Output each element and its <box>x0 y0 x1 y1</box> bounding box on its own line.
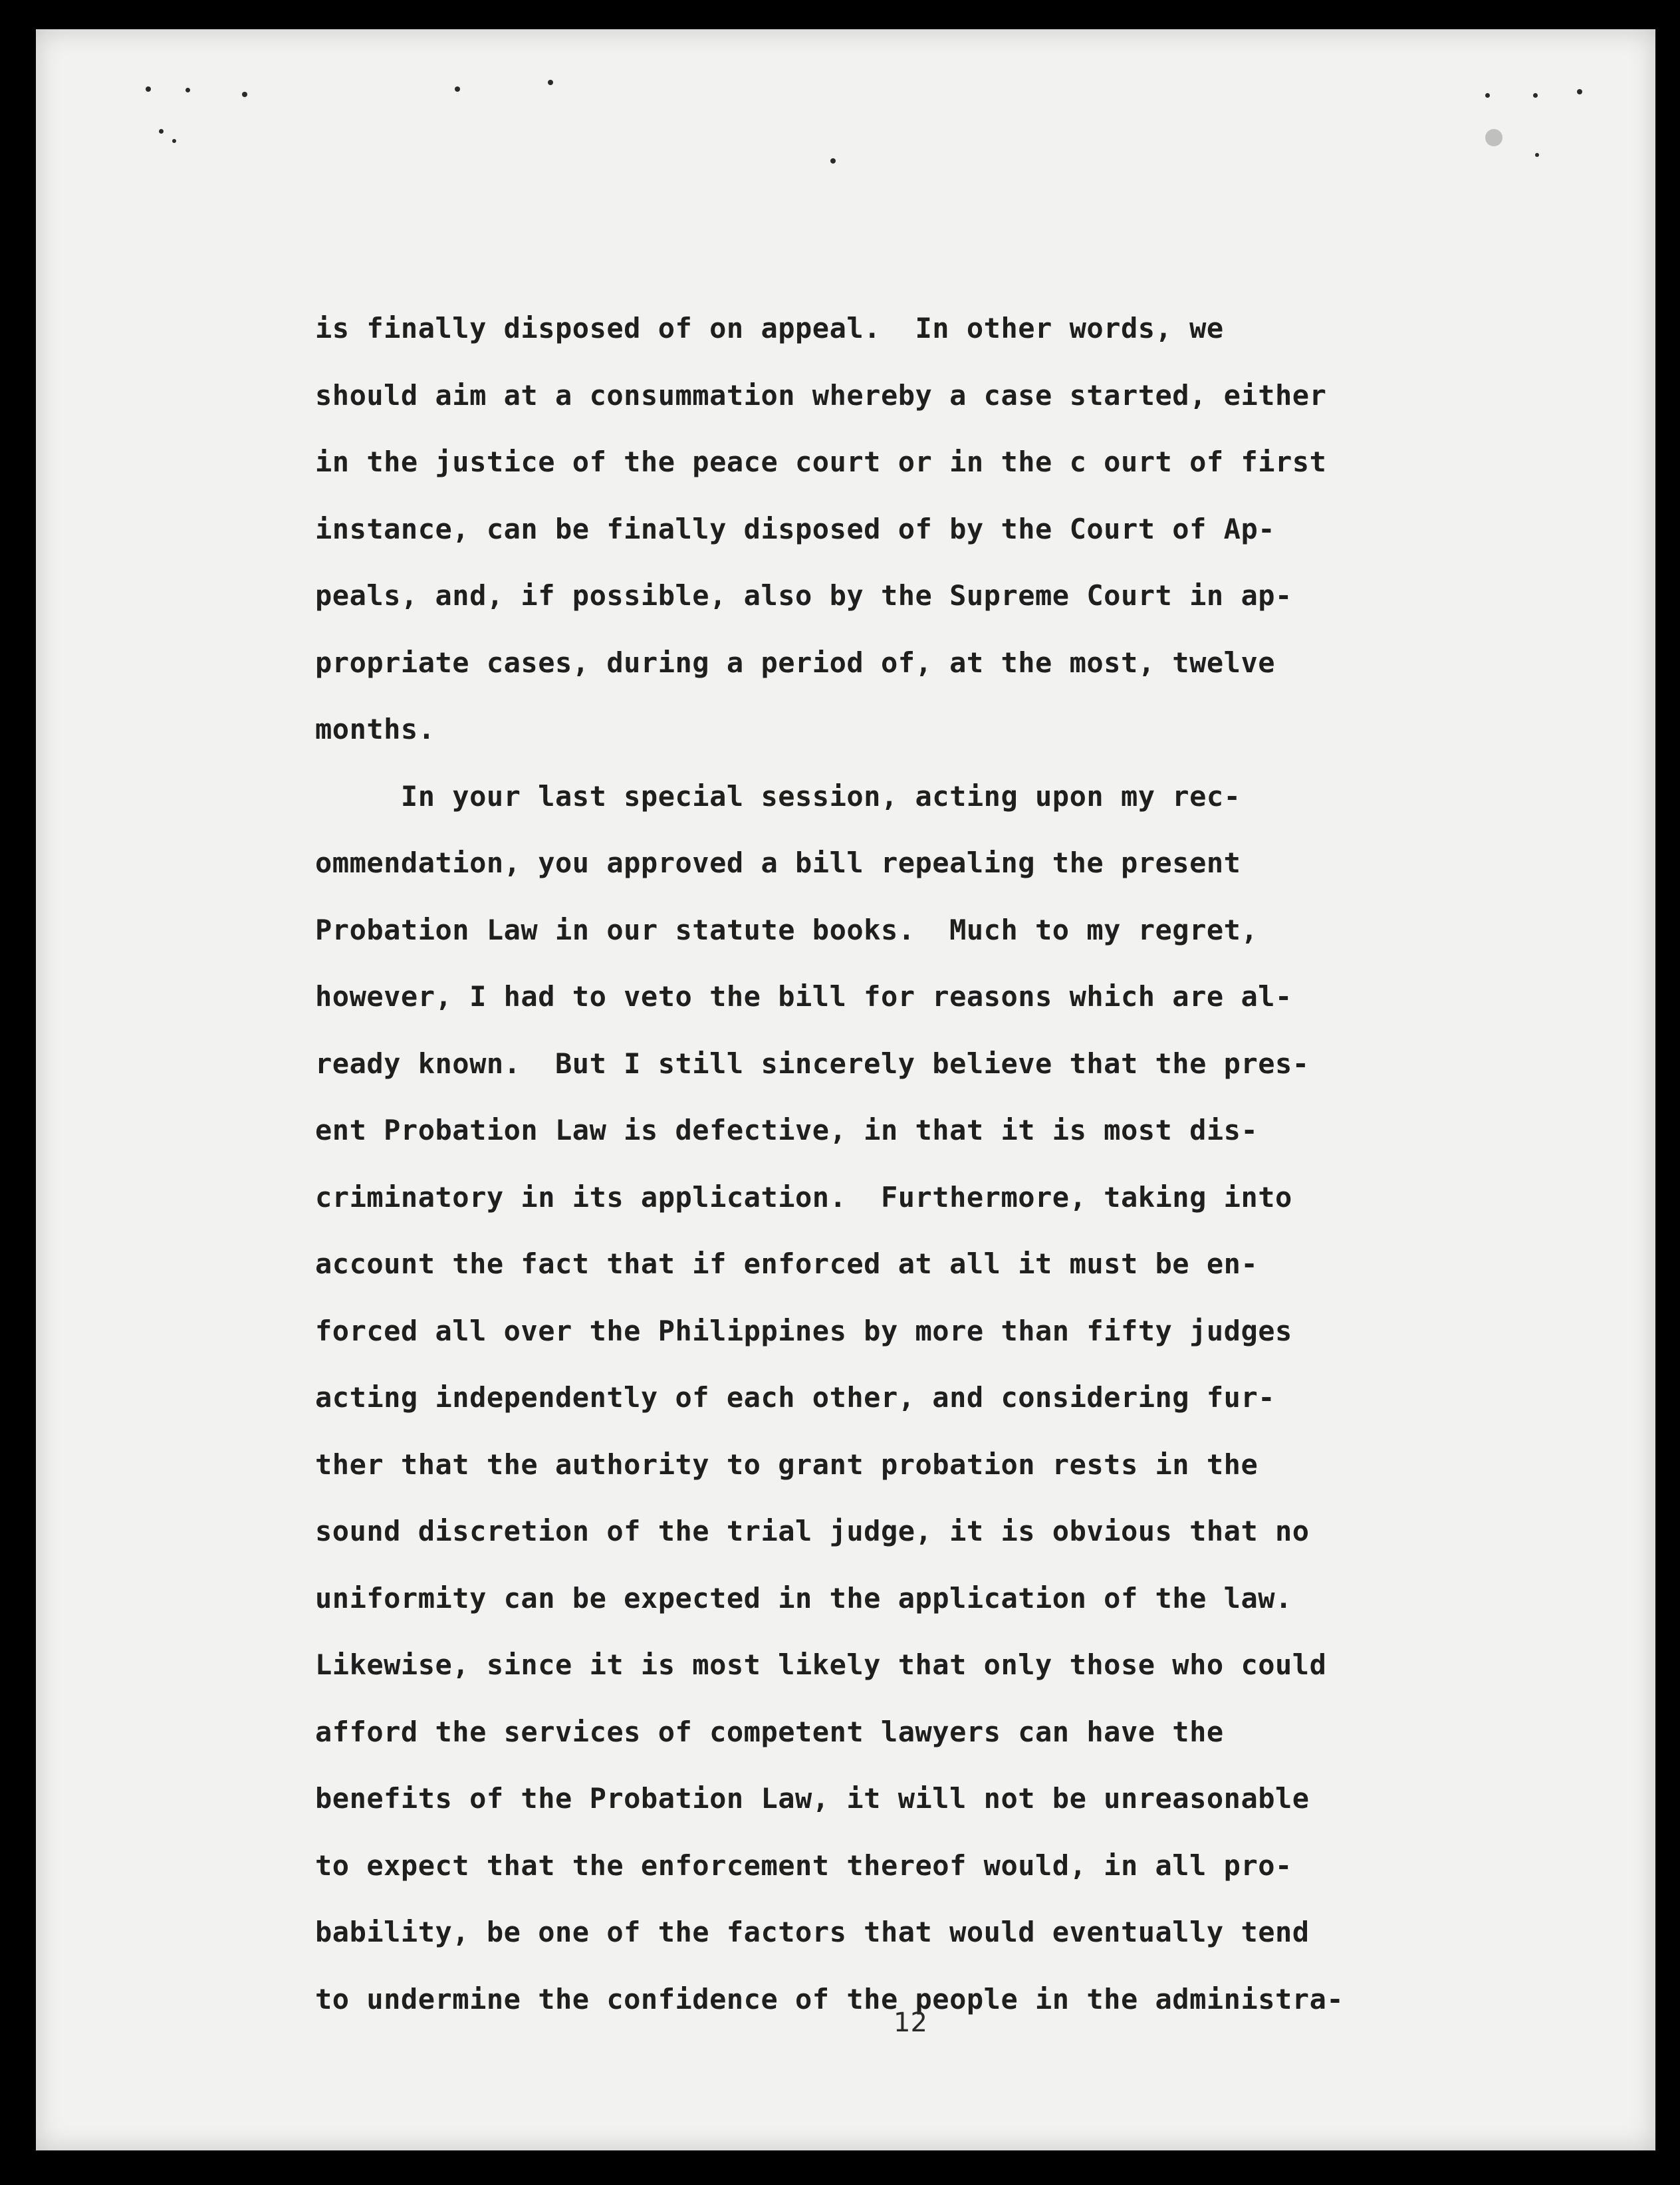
scan-speck <box>185 88 190 92</box>
scan-speck <box>172 139 176 143</box>
text-line: propriate cases, during a period of, at the most, twelve <box>315 646 1276 679</box>
text-line: to undermine the confidence of the people in the administra- <box>315 1982 1344 2015</box>
scan-speck <box>1577 89 1582 94</box>
text-line: should aim at a consummation whereby a case started, either <box>315 378 1327 412</box>
text-line: criminatory in its application. Furthermore, taking into <box>315 1180 1292 1214</box>
scan-speck <box>455 86 460 92</box>
text-line: benefits of the Probation Law, it will not be unreasonable <box>315 1782 1310 1815</box>
text-line: In your last special session, acting upon my rec- <box>315 779 1241 813</box>
scan-speck <box>146 86 151 92</box>
text-line: ready known. But I still sincerely believe that the pres- <box>315 1047 1310 1080</box>
scan-speck <box>1535 153 1539 157</box>
text-line: however, I had to veto the bill for reasons which are al- <box>315 980 1292 1013</box>
text-line: bability, be one of the factors that would eventually tend <box>315 1916 1310 1948</box>
text-line: acting independently of each other, and considering fur- <box>315 1381 1276 1414</box>
text-line: ent Probation Law is defective, in that it is most dis- <box>315 1114 1259 1146</box>
text-line: in the justice of the peace court or in the c ourt of first <box>315 446 1327 478</box>
scan-speck <box>1485 129 1502 146</box>
text-line: sound discretion of the trial judge, it is obvious that no <box>315 1515 1310 1547</box>
text-line: instance, can be finally disposed of by the Court of Ap- <box>315 512 1276 545</box>
text-line: uniformity can be expected in the application of the law. <box>315 1581 1292 1614</box>
body-text <box>315 295 1565 2033</box>
scan-speck <box>159 129 164 134</box>
page-number: 12 <box>894 2007 927 2038</box>
text-line: Probation Law in our statute books. Much to my regret, <box>315 913 1259 946</box>
text-line: Likewise, since it is most likely that only those who could <box>315 1648 1327 1681</box>
text-line: months. <box>315 713 435 745</box>
text-line: forced all over the Philippines by more than fifty judges <box>315 1314 1292 1347</box>
text-line: afford the services of competent lawyers can have the <box>315 1715 1224 1748</box>
scan-speck <box>830 158 836 164</box>
document-page <box>36 29 1655 2150</box>
text-line: to expect that the enforcement thereof would, in all pro- <box>315 1849 1292 1882</box>
text-line: peals, and, if possible, also by the Supreme Court in ap- <box>315 579 1292 612</box>
text-line: ommendation, you approved a bill repealing the present <box>315 846 1241 879</box>
scan-speck <box>1485 93 1490 98</box>
text-line: ther that the authority to grant probation rests in the <box>315 1448 1259 1481</box>
scan-speck <box>1533 93 1538 98</box>
scan-speck <box>242 92 247 97</box>
scan-speck <box>548 80 553 85</box>
text-line: is finally disposed of on appeal. In other words, we <box>315 312 1224 344</box>
text-line: account the fact that if enforced at all it must be en- <box>315 1247 1259 1280</box>
